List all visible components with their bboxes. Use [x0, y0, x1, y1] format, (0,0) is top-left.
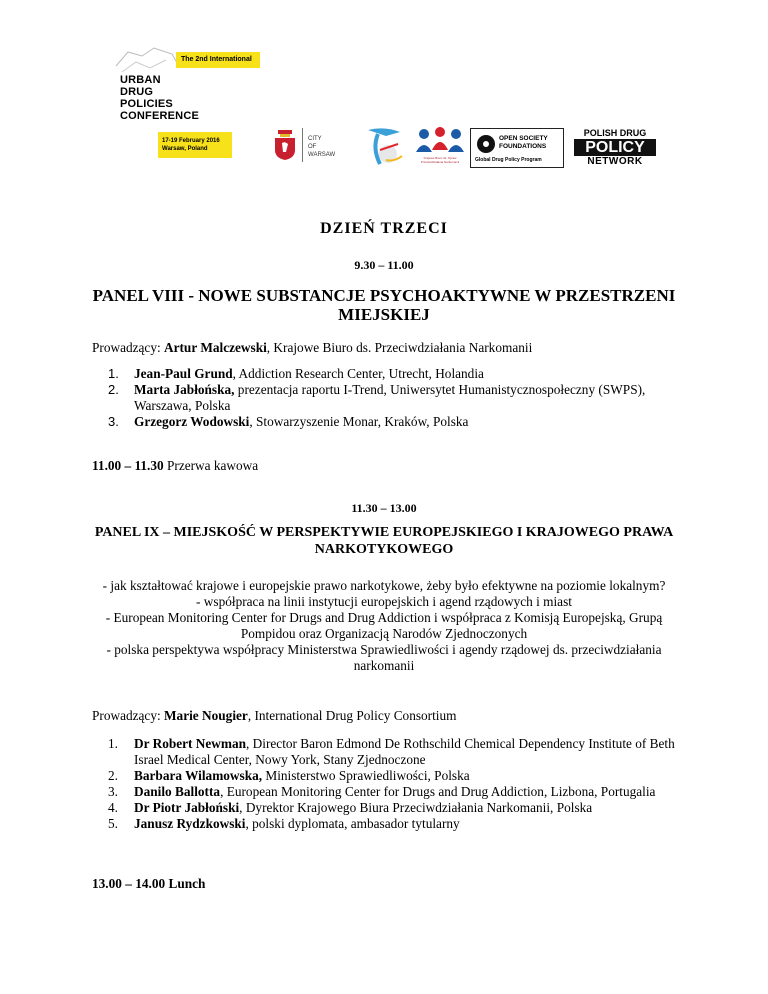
list-item: 3. Grzegorz Wodowski, Stowarzyszenie Monar, Kraków, Polska: [108, 414, 469, 429]
moderator-name: Artur Malczewski: [164, 340, 267, 355]
topic-item: - współpraca na linii instytucji europejskich i agend rządowych i miast: [196, 594, 572, 609]
festival-logo: [364, 126, 408, 170]
moderator-affiliation: , International Drug Policy Consortium: [247, 708, 457, 723]
moderator-name: Marie Nougier: [164, 708, 248, 723]
logo-divider: [302, 128, 303, 162]
session2-time: 11.30 – 13.00: [351, 501, 417, 515]
people-group-icon: [412, 126, 468, 156]
break-time: 11.00 – 11.30: [92, 458, 164, 473]
panel9-topics: [80, 578, 688, 674]
pdpn-line3: NETWORK: [587, 156, 643, 167]
panel9-moderator: [92, 708, 702, 724]
conference-edition-badge: The 2nd International: [176, 52, 260, 68]
list-item: 1. Jean-Paul Grund, Addiction Research Center, Utrecht, Holandia: [108, 366, 484, 381]
polish-drug-policy-network-logo: [574, 128, 656, 168]
warsaw-crest-icon: [274, 130, 296, 160]
osf-name: OPEN SOCIETY FOUNDATIONS: [499, 135, 548, 150]
coffee-break: [92, 458, 702, 474]
city-of-warsaw-logo: [272, 126, 342, 170]
panel8-speaker-list: [92, 366, 702, 430]
conference-logo: [114, 46, 264, 166]
day-title: DZIEŃ TRZECI: [320, 220, 448, 237]
topic-item: - polska perspektywa współpracy Ministerstwa Sprawiedliwości i agendy rządowej ds. przeciwdziałania narkomanii: [106, 642, 662, 673]
panel9-title: PANEL IX – MIEJSKOŚĆ W PERSPEKTYWIE EUROPEJSKIEGO I KRAJOWEGO PRAWA NARKOTYKOWEGO: [94, 525, 674, 557]
pdpn-line1: POLISH DRUG: [583, 128, 647, 138]
panel8-moderator: [92, 340, 702, 356]
topic-item: - European Monitoring Center for Drugs and Drug Addiction i współpraca z Komisją Europejską, Grupą Pompidou oraz Organizacją Narodów Zjednoczonych: [105, 610, 663, 641]
topic-item: - jak kształtować krajowe i europejskie prawo narkotykowe, żeby było efektywne na poziomie lokalnym?: [102, 578, 666, 593]
festival-graphic-icon: [364, 126, 408, 170]
pdpn-line2: POLICY: [574, 139, 656, 156]
list-item: 1. Dr Robert Newman, Director Baron Edmond De Rothschild Chemical Dependency Institute of Beth Israel Medical Center, Nowy York, Stany Zjednoczone: [108, 736, 675, 767]
lunch-line: 13.00 – 14.00 Lunch: [92, 876, 206, 891]
city-of-warsaw-text: CITY OF WARSAW: [308, 136, 336, 158]
kbpn-caption: Krajowe Biuro ds. Spraw Przeciwdziałania Narkomanii: [420, 156, 460, 164]
osf-circle-icon: [477, 135, 495, 153]
list-item: 2. Barbara Wilamowska, Ministerstwo Sprawiedliwości, Polska: [108, 768, 470, 783]
moderator-label: Prowadzący:: [92, 340, 164, 355]
list-item: 3. Danilo Ballotta, European Monitoring Center for Drugs and Drug Addiction, Lizbona, Portugalia: [108, 784, 656, 799]
break-label: Przerwa kawowa: [163, 458, 259, 473]
list-item: 5. Janusz Rydzkowski, polski dyplomata, ambasador tytularny: [108, 816, 460, 831]
moderator-label: Prowadzący:: [92, 708, 164, 723]
panel8-title: PANEL VIII - NOWE SUBSTANCJE PSYCHOAKTYWNE W PRZESTRZENI MIEJSKIEJ: [92, 286, 676, 324]
kbpn-logo: [412, 126, 468, 170]
conference-title: URBAN DRUG POLICIES CONFERENCE: [120, 74, 200, 122]
list-item: 4. Dr Piotr Jabłoński, Dyrektor Krajowego Biura Przeciwdziałania Narkomanii, Polska: [108, 800, 593, 815]
conference-date-badge: 17-19 February 2016 Warsaw, Poland: [158, 132, 232, 158]
panel9-speaker-list: [92, 736, 702, 832]
osf-program: Global Drug Policy Program: [475, 157, 542, 163]
moderator-affiliation: , Krajowe Biuro ds. Przeciwdziałania Narkomanii: [266, 340, 533, 355]
session1-time: 9.30 – 11.00: [354, 258, 414, 272]
open-society-foundations-logo: [470, 128, 564, 168]
map-outline-icon: [114, 46, 184, 76]
list-item: 2. Marta Jabłońska, prezentacja raportu I-Trend, Uniwersytet Humanistycznospołeczny (SWPS), Warszawa, Polska: [108, 382, 646, 413]
